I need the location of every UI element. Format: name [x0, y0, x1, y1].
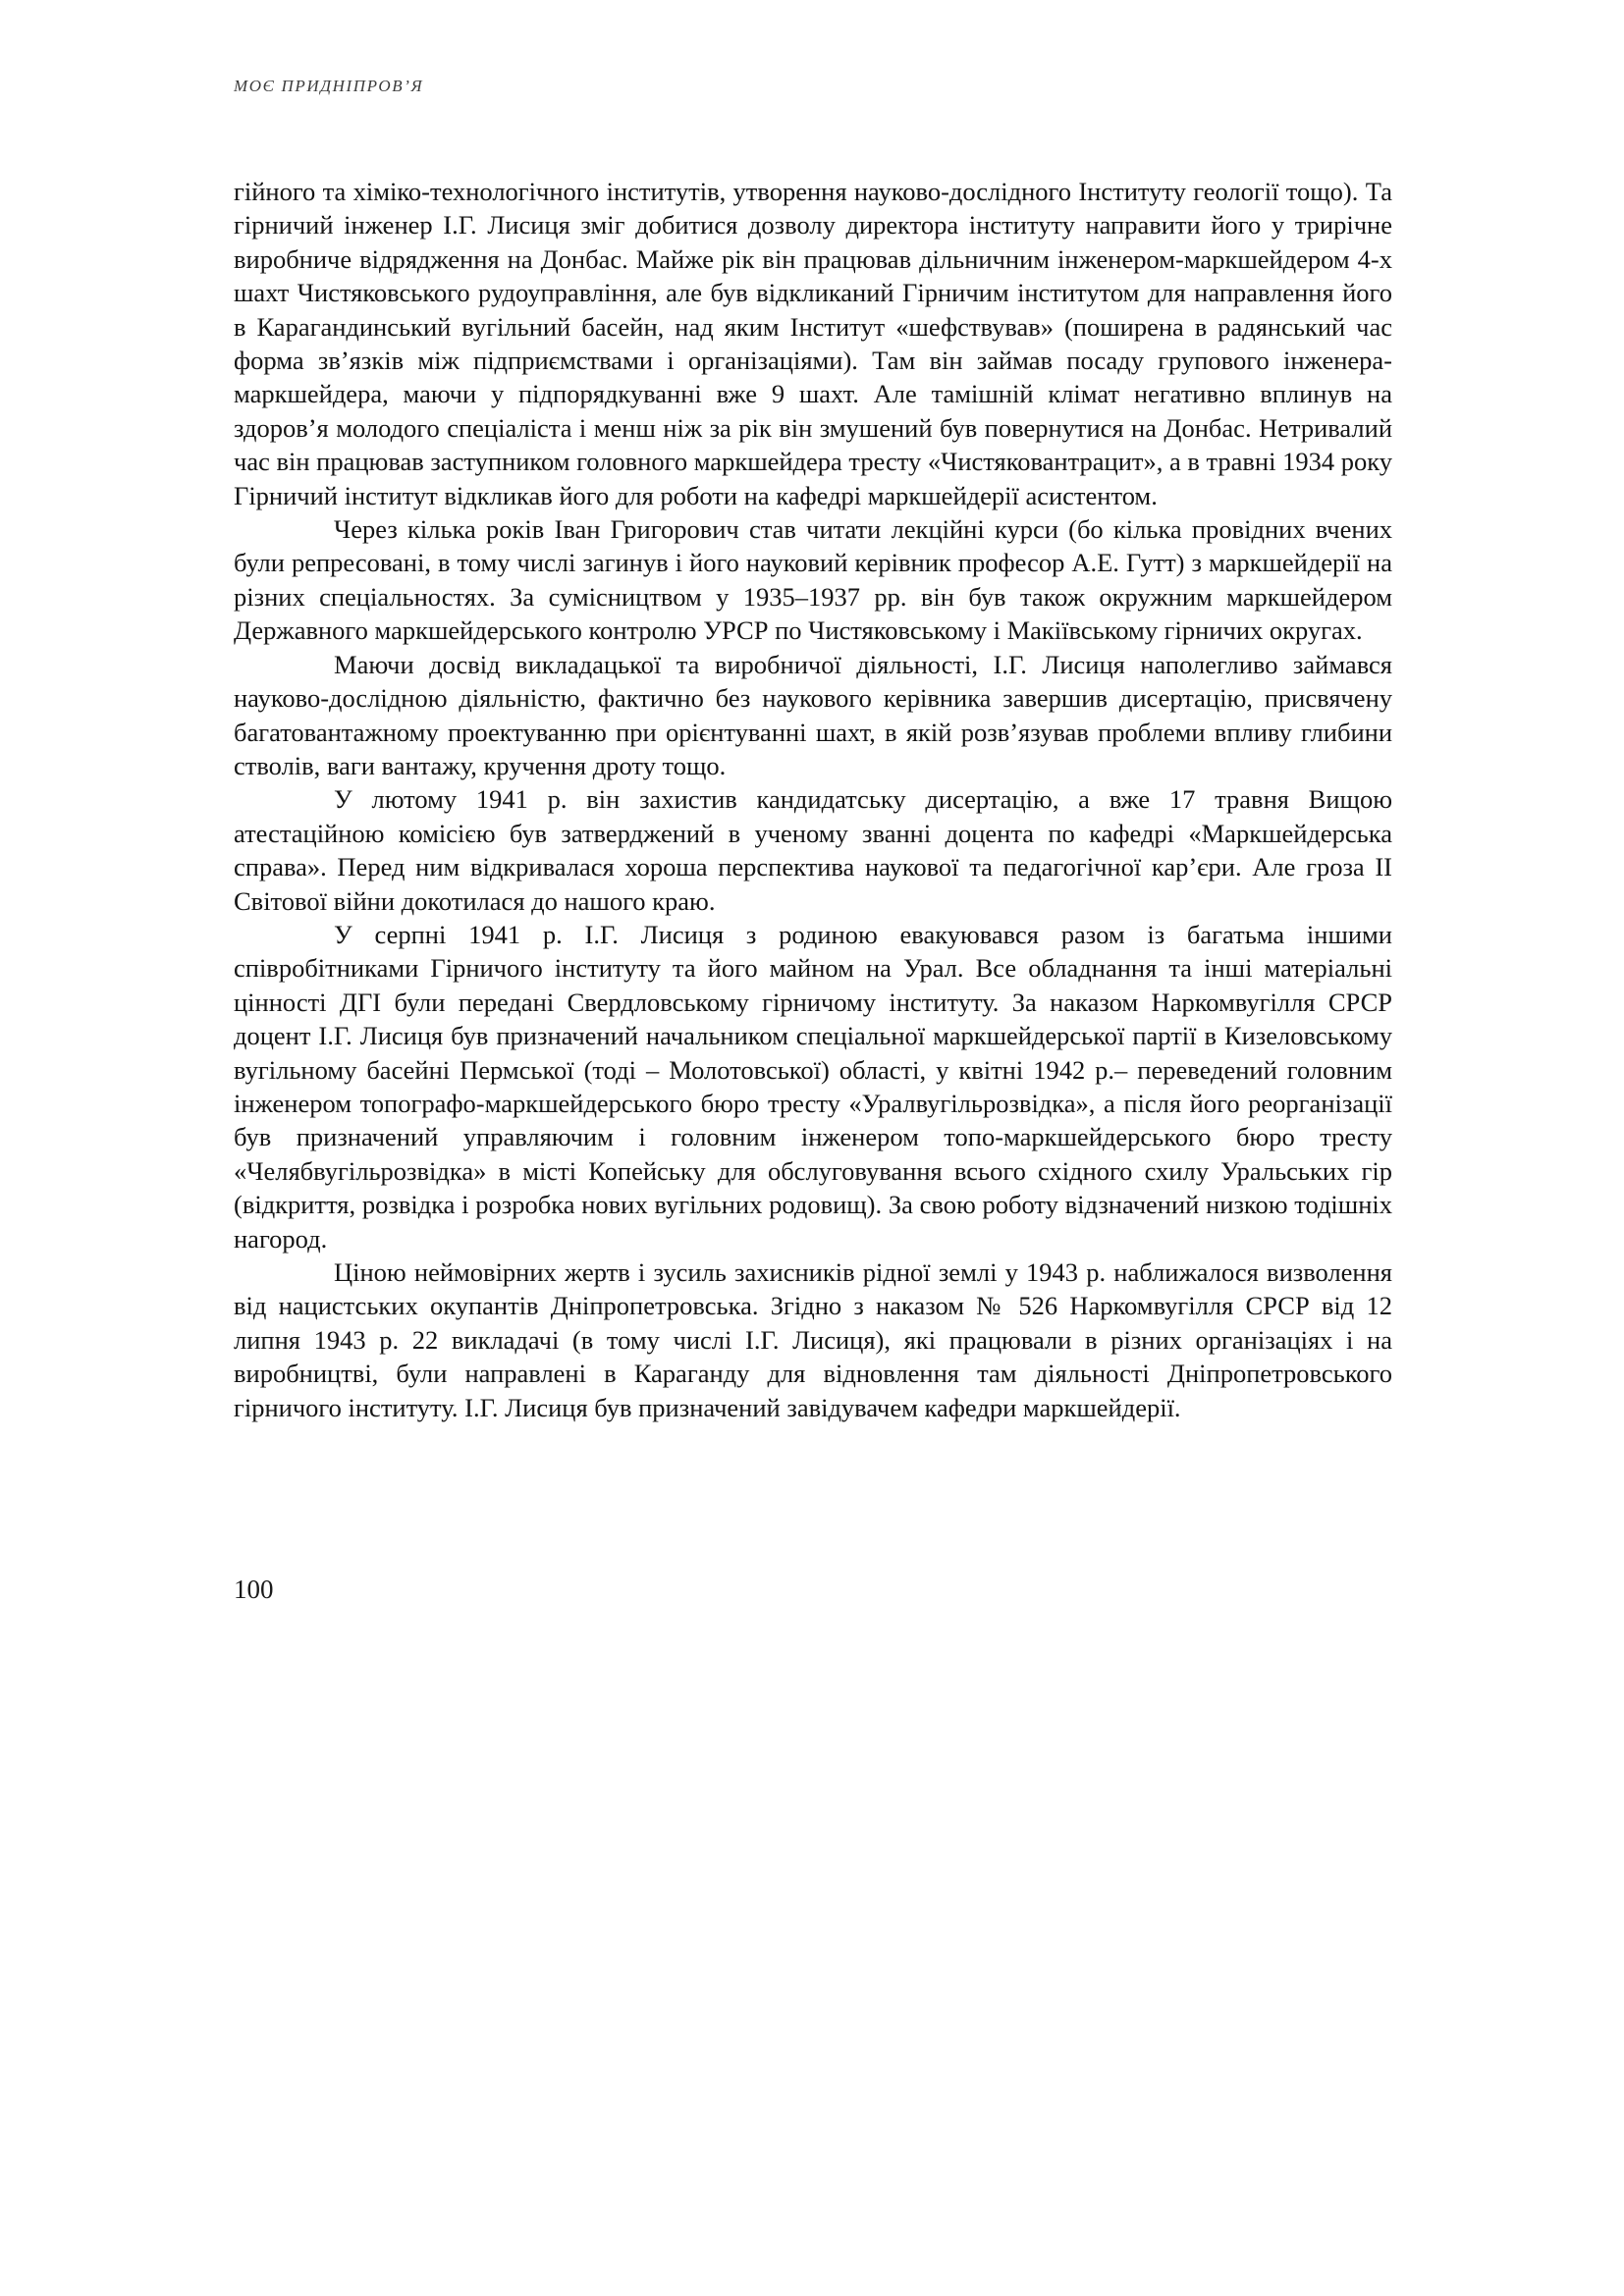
page-number: 100: [234, 1575, 274, 1604]
paragraph-4: У лютому 1941 р. він захистив кандидатську дисертацію, а вже 17 травня Вищою атестаційною комісією був затверджений в ученому званні доцента по кафедрі «Маркшейдерська справа». Перед ним відкривалася хороша перспектива наукової та педагогічної кар’єри. Але гроза ІІ Світової війни докотилася до нашого краю.: [234, 784, 1392, 916]
paragraph-3: Маючи досвід викладацької та виробничої діяльності, І.Г. Лисиця наполегливо займався науково-дослідною діяльністю, фактично без наукового керівника завершив дисертацію, присвячену багатовантажному проектуванню при орієнтуванні шахт, в якій розв’язував проблеми впливу глибини стволів, ваги вантажу, кручення дроту тощо.: [234, 649, 1392, 780]
paragraph-5: У серпні 1941 р. І.Г. Лисиця з родиною евакуювався разом із багатьма іншими співробітниками Гірничого інституту та його майном на Урал. Все обладнання та інші матеріальні цінності ДГІ були передані Свердловському гірничому інституту. За наказом Наркомвугілля СРСР доцент І.Г. Лисиця був призначений начальником спеціальної маркшейдерської партії в Кизеловському вугільному басейні Пермської (тоді – Молотовської) області, у квітні 1942 р.– переведений головним інженером топографо-маркшейдерського бюро тресту «Уралвугільрозвідка», а після його реорганізації був призначений управляючим і головним інженером топо-маркшейдерського бюро тресту «Челябвугільрозвідка» в місті Копейську для обслуговування всього східного схилу Уральських гір (відкриття, розвідка і розробка нових вугільних родовищ). За свою роботу відзначений низкою тодішніх нагород.: [234, 919, 1392, 1254]
paragraph-6: Ціною неймовірних жертв і зусиль захисників рідної землі у 1943 р. наближалося визволення від нацистських окупантів Дніпропетровська. Згідно з наказом № 526 Наркомвугілля СРСР від 12 липня 1943 р. 22 викладачі (в тому числі І.Г. Лисиця), які працювали в різних організаціях і на виробництві, були направлені в Караганду для відновлення там діяльності Дніпропетровського гірничого інституту. І.Г. Лисиця був призначений завідувачем кафедри маркшейдерії.: [234, 1257, 1392, 1422]
running-header: МОЄ ПРИДНІПРОВ’Я: [234, 77, 424, 95]
paragraph-1: гійного та хіміко-технологічного інститутів, утворення науково-дослідного Інституту геології тощо). Та гірничий інженер І.Г. Лисиця зміг добитися дозволу директора інституту направити його у трирічне виробниче відрядження на Донбас. Майже рік він працював дільничним інженером-маркшейдером 4-х шахт Чистяковського рудоуправління, але був відкликаний Гірничим інститутом для направлення його в Карагандинський вугільний басейн, над яким Інститут «шефствував» (поширена в радянський час форма зв’язків між підприємствами і організаціями). Там він займав посаду групового інженера-маркшейдера, маючи у підпорядкуванні вже 9 шахт. Але тамішній клімат негативно вплинув на здоров’я молодого спеціаліста і менш ніж за рік він змушений був повернутися на Донбас. Нетривалий час він працював заступником головного маркшейдера тресту «Чистяковантрацит», а в травні 1934 року Гірничий інститут відкликав його для роботи на кафедрі маркшейдерії асистентом.: [234, 177, 1392, 510]
paragraph-2: Через кілька років Іван Григорович став читати лекційні курси (бо кілька провідних вчених були репресовані, в тому числі загинув і його науковий керівник професор А.Е. Гутт) з маркшейдерії на різних спеціальностях. За сумісництвом у 1935–1937 рр. він був також окружним маркшейдером Державного маркшейдерського контролю УРСР по Чистяковському і Макіївському гірничих округах.: [234, 514, 1392, 646]
body-text: [234, 175, 1392, 1424]
